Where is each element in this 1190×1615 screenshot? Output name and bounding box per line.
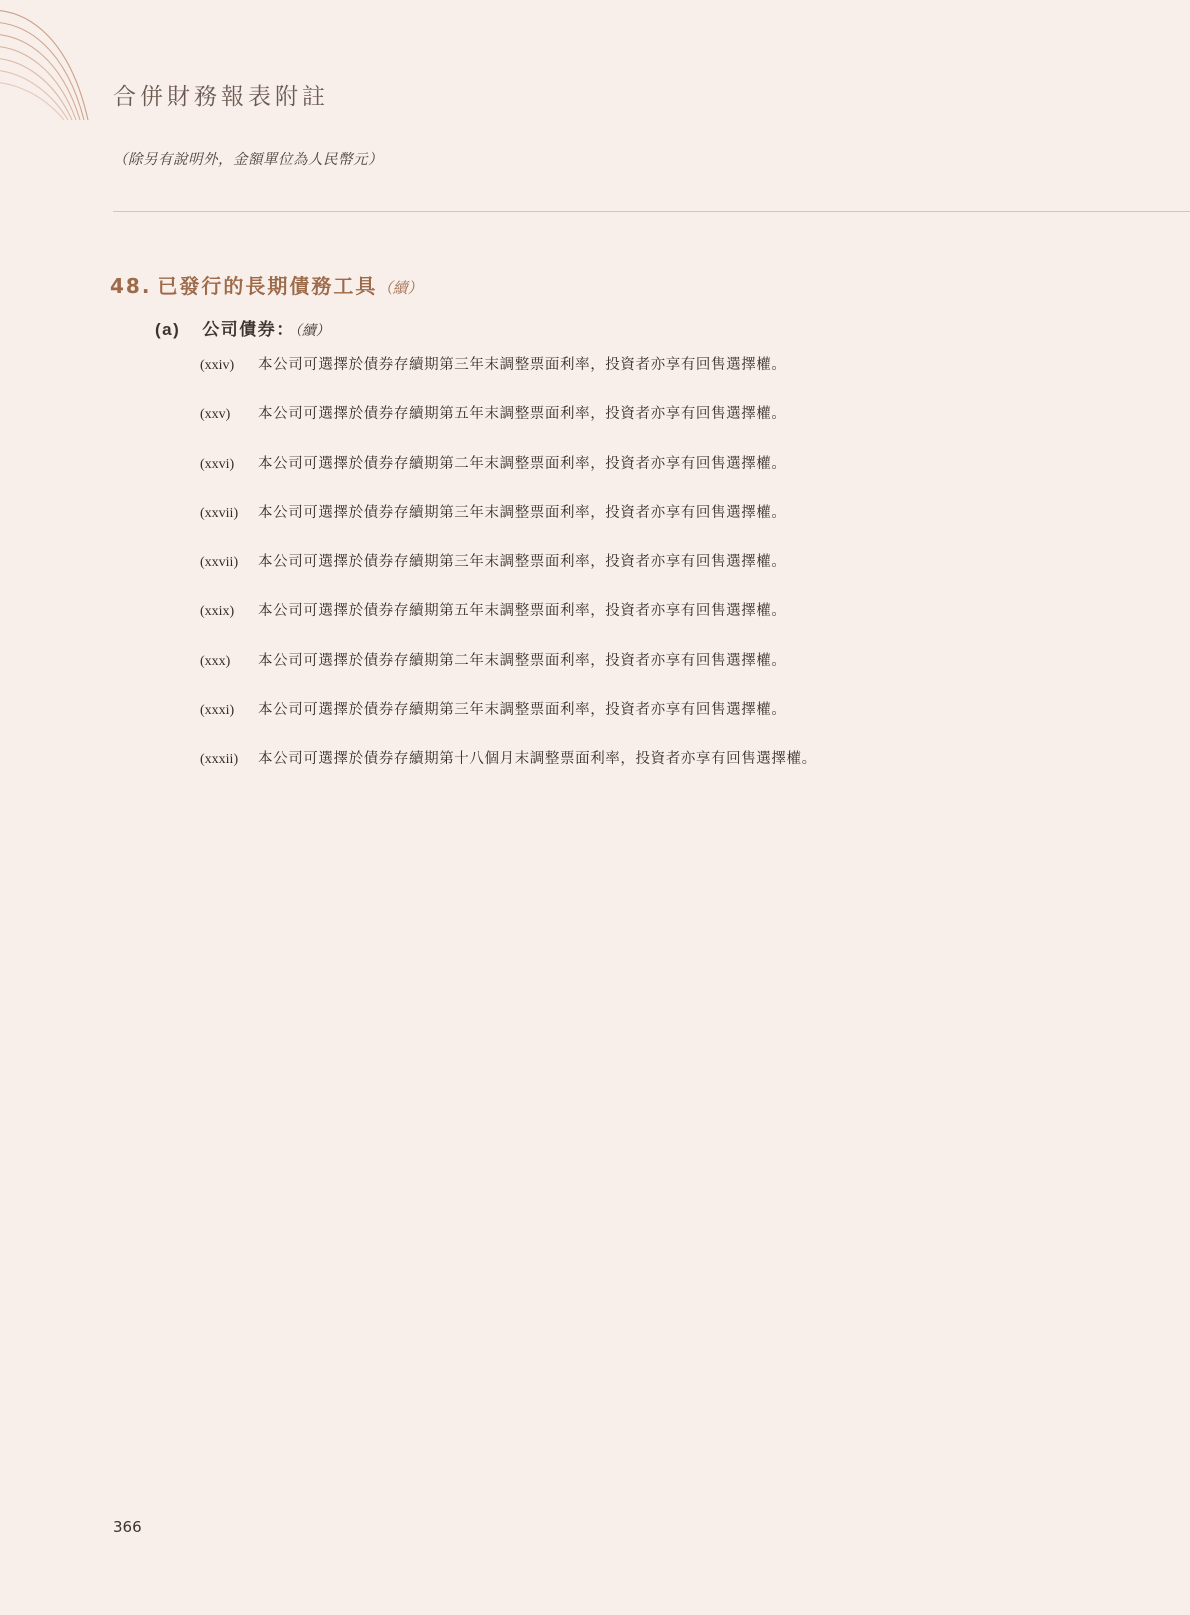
section-title: 已發行的長期債務工具 [157,276,378,298]
list-item-marker: (xxix) [200,604,235,620]
list-item-marker: (xxxi) [200,702,235,718]
list-item-marker: (xxvii) [200,555,239,570]
list-item-text: 本公司可選擇於債券存續期第二年末調整票面利率，投資者亦享有回售選擇權。 [258,652,787,669]
list-item-marker: (xxiv) [200,358,235,373]
list-item-text: 本公司可選擇於債券存續期第五年末調整票面利率，投資者亦享有回售選擇權。 [258,406,787,423]
subsection-label: (a) [155,320,181,339]
list-item [200,454,1160,476]
list-item-marker: (xxvii) [200,505,239,521]
list-item-text: 本公司可選擇於債券存續期第二年末調整票面利率，投資者亦享有回售選擇權。 [258,455,787,472]
subsection-heading [155,315,330,340]
section-number: 48. [110,274,152,298]
list-item [200,749,1160,771]
list-item [200,552,1160,574]
decorative-swoosh-graphic [0,0,230,150]
list-item-marker: (xxx) [200,653,231,669]
list-item-marker: (xxvi) [200,456,235,472]
list-item-text: 本公司可選擇於債券存續期第三年末調整票面利率，投資者亦享有回售選擇權。 [258,357,787,373]
page-header [113,78,1190,111]
list-item [200,404,1160,426]
list-item [200,700,1160,722]
list-item [200,601,1160,623]
subsection-title: 公司債券： [202,320,295,339]
page-title: 合併財務報表附註 [113,84,329,110]
list-item-marker: (xxv) [200,407,231,423]
list-item-text: 本公司可選擇於債券存續期第十八個月末調整票面利率，投資者亦享有回售選擇權。 [258,751,817,767]
header-divider [113,211,1190,212]
list-item-text: 本公司可選擇於債券存續期第五年末調整票面利率，投資者亦享有回售選擇權。 [258,603,787,620]
section-heading [110,270,422,299]
currency-note: （除另有說明外，金額單位為人民幣元） [113,152,383,168]
page-number: 366 [113,1518,142,1536]
subsection-continued-marker: （續） [294,322,330,338]
clause-list [200,355,1160,798]
list-item-text: 本公司可選擇於債券存續期第三年末調整票面利率，投資者亦享有回售選擇權。 [258,701,787,718]
list-item-text: 本公司可選擇於債券存續期第三年末調整票面利率，投資者亦享有回售選擇權。 [258,554,787,570]
section-continued-marker: （續） [377,280,423,297]
list-item-text: 本公司可選擇於債券存續期第三年末調整票面利率，投資者亦享有回售選擇權。 [258,504,787,521]
list-item [200,503,1160,525]
list-item [200,355,1160,377]
list-item-marker: (xxxii) [200,752,239,767]
list-item [200,651,1160,673]
